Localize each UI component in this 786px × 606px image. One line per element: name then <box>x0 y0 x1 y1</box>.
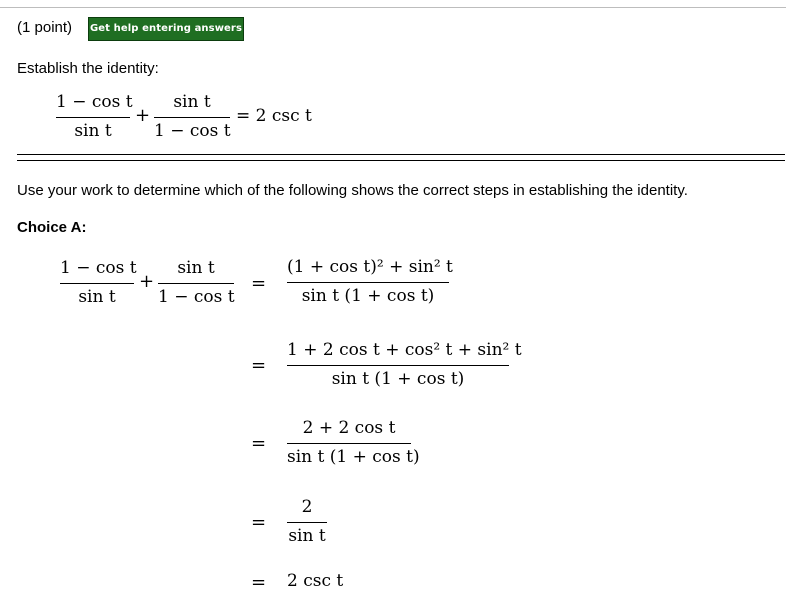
step-2-fraction <box>287 340 522 392</box>
fraction-bar <box>56 117 130 118</box>
equals-sign: = <box>251 572 267 593</box>
section-divider-top <box>17 154 785 155</box>
fraction-denominator: sin t (1 + cos t) <box>287 447 420 467</box>
fraction-denominator: sin t <box>288 526 326 546</box>
final-result: 2 csc t <box>287 571 344 591</box>
fraction-denominator: 1 − cos t <box>158 287 235 307</box>
fraction-denominator: sin t <box>74 121 112 141</box>
section-divider-bottom <box>17 160 785 161</box>
plus-sign: + <box>139 271 155 292</box>
fraction-denominator: sin t (1 + cos t) <box>301 286 435 306</box>
fraction-numerator: (1 + cos t)² + sin² t <box>287 257 453 277</box>
fraction-bar <box>287 282 449 283</box>
top-divider <box>0 7 786 8</box>
fraction-denominator: sin t <box>78 287 116 307</box>
fraction-numerator: 1 − cos t <box>60 258 137 278</box>
equals-sign: = <box>251 433 267 454</box>
step-4-fraction <box>287 497 327 549</box>
fraction-bar <box>287 522 327 523</box>
fraction-bar <box>158 283 234 284</box>
fraction-denominator: sin t (1 + cos t) <box>331 369 465 389</box>
choice-a-label: Choice A: <box>17 219 87 236</box>
points-label: (1 point) <box>17 19 73 36</box>
help-entering-answers-button[interactable]: Get help entering answers <box>88 17 244 41</box>
fraction-denominator: 1 − cos t <box>154 121 231 141</box>
fraction-bar <box>154 117 230 118</box>
step-3-fraction <box>287 418 420 470</box>
fraction-numerator: 1 − cos t <box>56 92 133 112</box>
fraction-numerator: sin t <box>173 92 211 112</box>
step-1-fraction <box>287 257 453 309</box>
fraction-numerator: sin t <box>177 258 215 278</box>
fraction-numerator: 1 + 2 cos t + cos² t + sin² t <box>287 340 522 360</box>
equals-sign: = <box>251 273 267 294</box>
fraction-bar <box>287 365 509 366</box>
plus-sign: + <box>135 105 151 126</box>
equals-sign: = <box>251 355 267 376</box>
identity-fraction-1 <box>56 92 133 144</box>
instruction-text: Establish the identity: <box>17 60 159 77</box>
fraction-numerator: 2 <box>301 497 313 517</box>
identity-rhs: = 2 csc t <box>236 106 312 126</box>
equals-sign: = <box>251 512 267 533</box>
lhs-fraction-2 <box>158 258 234 310</box>
lhs-fraction-1 <box>60 258 137 310</box>
question-prompt: Use your work to determine which of the following shows the correct steps in establishing the identity. <box>17 182 688 199</box>
fraction-numerator: 2 + 2 cos t <box>302 418 396 438</box>
fraction-bar <box>60 283 134 284</box>
fraction-bar <box>287 443 411 444</box>
identity-fraction-2 <box>154 92 230 144</box>
